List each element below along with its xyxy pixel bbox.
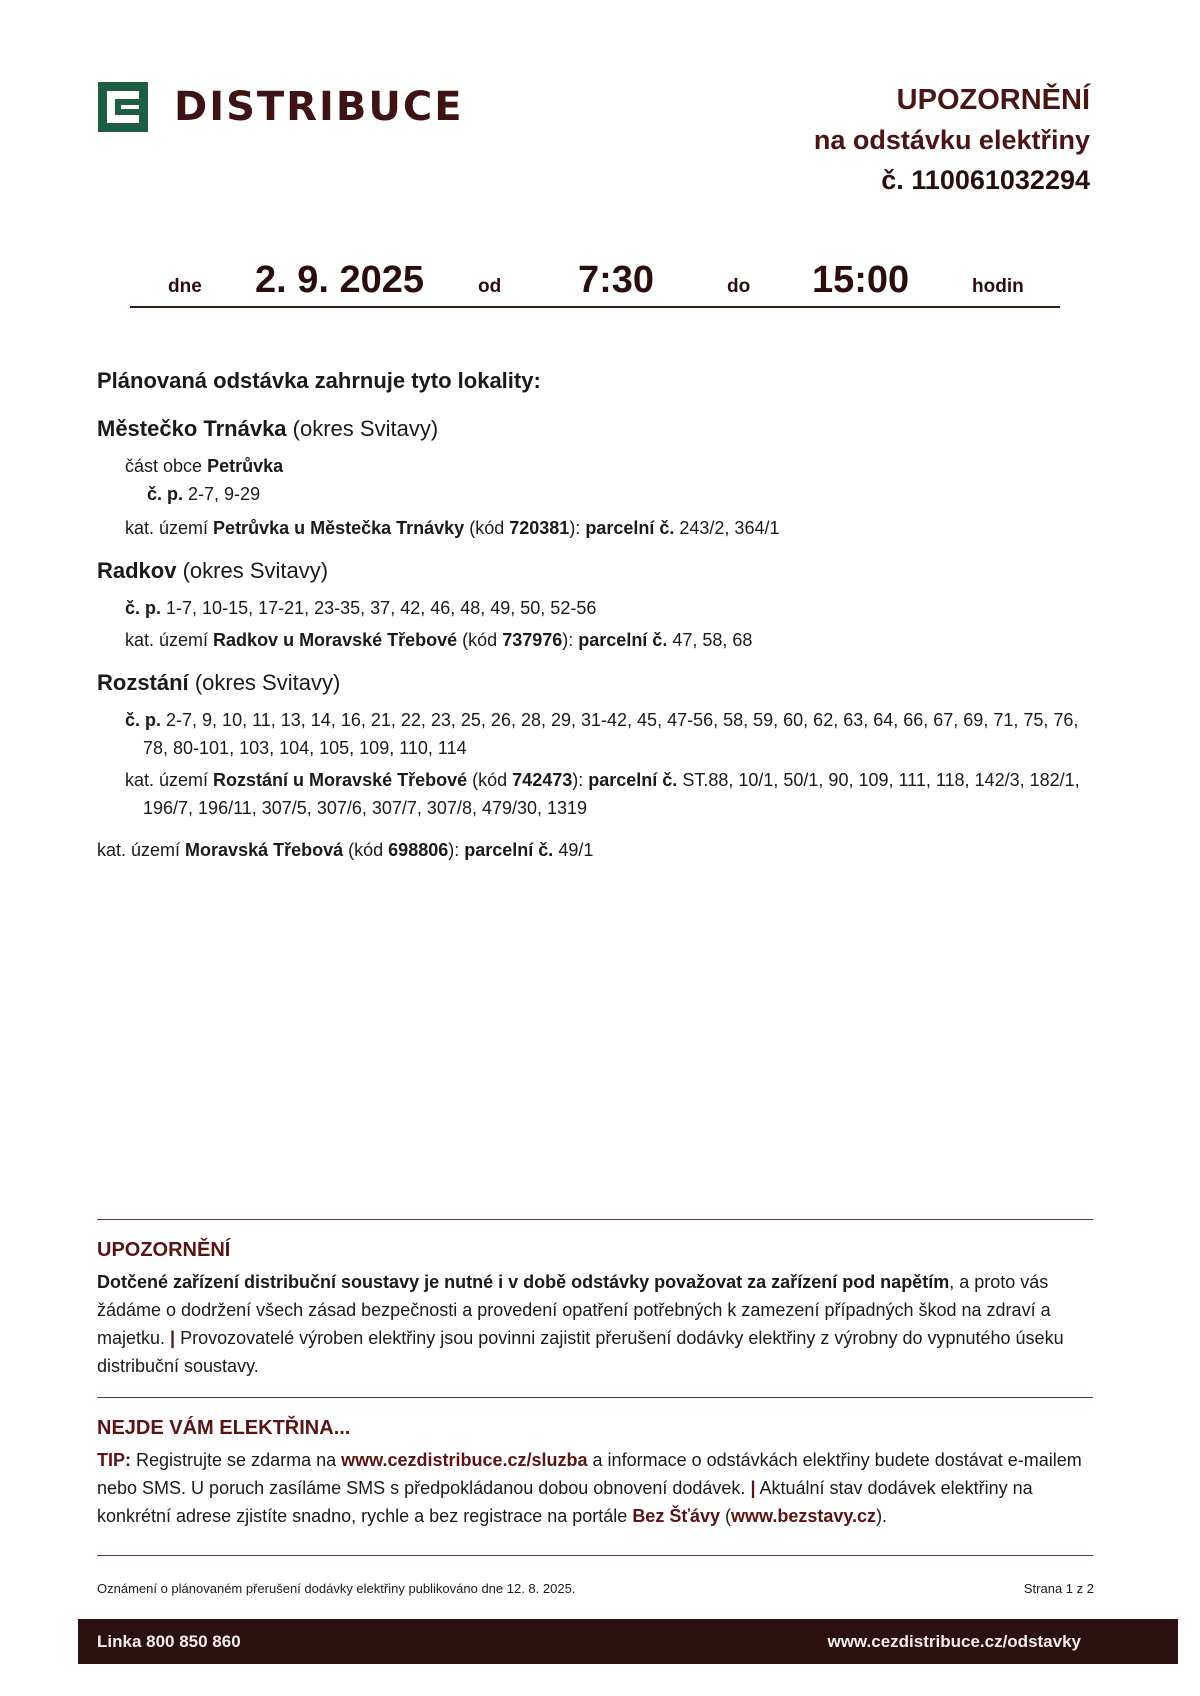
from-label: od — [478, 276, 502, 297]
locality-mestecko-trnavka: Městečko Trnávka (okres Svitavy) část obce Petrůvka č. p. 2-7, 9-29 kat. území Petrůvka u Městečka Trnávky (kód 720381): parcelní č. 243/2, 364/1 — [97, 416, 1097, 542]
hours-label: hodin — [972, 276, 1024, 297]
notice-subheading: na odstávku elektřiny — [813, 125, 1090, 155]
outage-date: 2. 9. 2025 — [255, 259, 425, 301]
brand-logo — [98, 82, 464, 132]
hotline[interactable]: Linka 800 850 860 — [97, 1631, 241, 1651]
cadastre-line: kat. území Petrůvka u Městečka Trnávky (kód 720381): parcelní č. 243/2, 364/1 — [125, 518, 780, 538]
from-time: 7:30 — [578, 259, 655, 301]
divider — [97, 1555, 1093, 1556]
to-time: 15:00 — [812, 259, 910, 301]
house-numbers: č. p. 2-7, 9, 10, 11, 13, 14, 16, 21, 22, 23, 25, 26, 28, 29, 31-42, 45, 47-56, 58, 59, 60, 62, 63, 64, 66, 67, 69, 71, 75, 76, 78, 80-101, 103, 104, 105, 109, 110, 114 — [125, 710, 1079, 758]
day-label: dne — [168, 276, 202, 297]
notice-heading: UPOZORNĚNÍ — [896, 84, 1090, 116]
footer-bar — [78, 1619, 1178, 1664]
locality-name: Radkov — [97, 558, 177, 583]
cadastre-line: kat. území Radkov u Moravské Třebové (kód 737976): parcelní č. 47, 58, 68 — [125, 630, 753, 650]
localities-heading: Plánovaná odstávka zahrnuje tyto lokality: — [97, 368, 541, 393]
localities-section — [97, 368, 1097, 864]
warning-text: Dotčené zařízení distribuční soustavy je nutné i v době odstávky považovat za zařízení pod napětím, a proto vás žádáme o dodržení všech zásad bezpečnosti a provedení opatření potřebných k zamezení případných škod na zdraví a majetku. | Provozovatelé výroben elektřiny jsou povinni zajistit přerušení dodávky elektřiny z výrobny do vypnutého úseku distribuční soustavy. — [97, 1272, 1064, 1376]
cadastre-line: kat. území Rozstání u Moravské Třebové (kód 742473): parcelní č. ST.88, 10/1, 50/1, 90, 109, 111, 118, 142/3, 182/1, 196/7, 196/11, 307/5, 307/6, 307/7, 307/8, 479/30, 1319 — [125, 770, 1080, 818]
locality-rozstani — [97, 670, 1097, 822]
part-name: Petrůvka — [207, 456, 284, 476]
page-number: Strana 1 z 2 — [1023, 1581, 1094, 1596]
locality-radkov — [97, 558, 1097, 654]
house-numbers: č. p. 1-7, 10-15, 17-21, 23-35, 37, 42, 46, 48, 49, 50, 52-56 — [125, 598, 597, 618]
locality-name: Rozstání — [97, 670, 189, 695]
bezstavy-link[interactable]: www.bezstavy.cz — [731, 1506, 877, 1526]
publication-note: Oznámení o plánovaném přerušení dodávky elektřiny publikováno dne 12. 8. 2025. — [97, 1581, 576, 1596]
warning-section — [97, 1236, 1097, 1380]
brand-name: DISTRIBUCE — [174, 84, 464, 130]
notice-number: č. 110061032294 — [881, 165, 1090, 195]
extra-cadastre-line: kat. území Moravská Třebová (kód 698806): parcelní č. 49/1 — [97, 840, 594, 860]
divider — [97, 1397, 1093, 1398]
tip-text: TIP: Registrujte se zdarma na www.cezdistribuce.cz/sluzba a informace o odstávkách elektřiny budete dostávat e-mailem nebo SMS. U poruch zasíláme SMS s předpokládanou dobou obnovení dodávek. | Aktuální stav dodávek elektřiny na konkrétní adrese zjistíte snadno, rychle a bez registrace na portále Bez Šťávy (www.bezstavy.cz). — [97, 1450, 1082, 1526]
locality-district: (okres Svitavy) — [194, 670, 341, 695]
cez-logo-icon — [98, 82, 148, 132]
tip-title: NEJDE VÁM ELEKTŘINA... — [97, 1417, 351, 1439]
locality-name: Městečko Trnávka — [97, 416, 287, 441]
tip-section — [97, 1414, 1097, 1530]
registration-link[interactable]: www.cezdistribuce.cz/sluzba — [341, 1450, 588, 1470]
outages-website-link[interactable]: www.cezdistribuce.cz/odstavky — [827, 1631, 1081, 1651]
locality-district: (okres Svitavy) — [182, 558, 329, 583]
portal-name: Bez Šťávy — [632, 1506, 720, 1526]
to-label: do — [727, 276, 751, 297]
locality-district: (okres Svitavy) — [292, 416, 439, 441]
outage-schedule — [130, 258, 1060, 308]
warning-title: UPOZORNĚNÍ — [97, 1239, 231, 1261]
divider — [97, 1219, 1093, 1220]
house-numbers: č. p. 2-7, 9-29 — [147, 484, 261, 504]
notice-title — [814, 80, 1090, 200]
